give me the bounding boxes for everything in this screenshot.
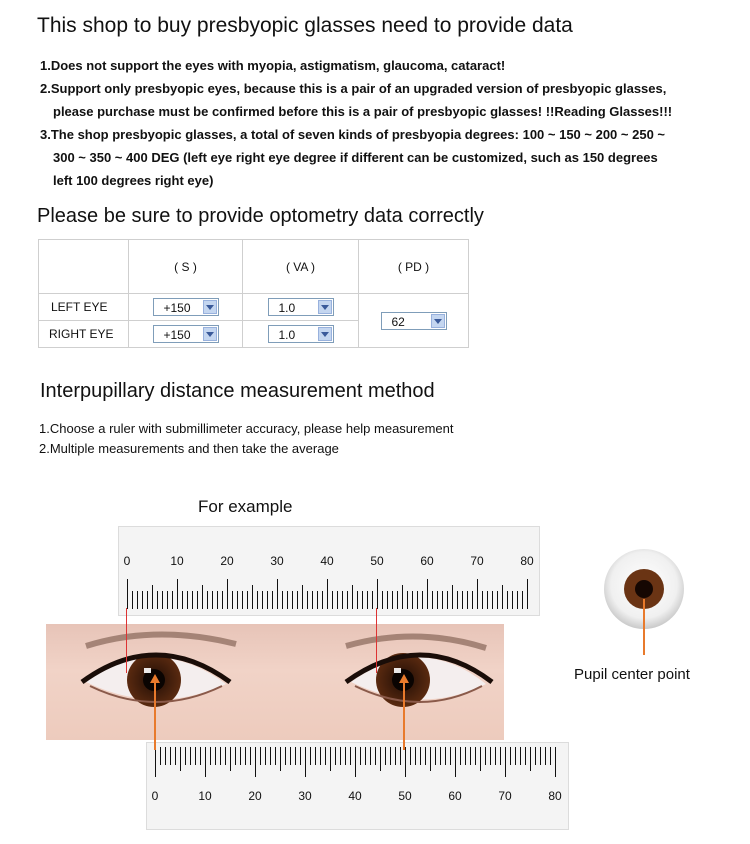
ruler-tick <box>410 747 411 765</box>
ruler-tick <box>320 747 321 765</box>
ruler-tick <box>172 591 173 609</box>
ruler-tick <box>330 747 331 771</box>
ruler-tick <box>515 747 516 765</box>
ruler-tick <box>372 591 373 609</box>
ruler-tick <box>367 591 368 609</box>
ruler-tick <box>302 585 303 609</box>
ruler-tick <box>465 747 466 765</box>
ruler-number: 80 <box>548 789 562 803</box>
ruler-number: 30 <box>298 789 312 803</box>
ruler-tick <box>177 579 178 609</box>
ruler-tick <box>510 747 511 765</box>
ruler-tick <box>205 747 206 777</box>
ruler-number: 60 <box>448 789 462 803</box>
ruler-tick <box>527 579 528 609</box>
ruler-tick <box>180 747 181 771</box>
ruler-tick <box>285 747 286 765</box>
ruler-tick <box>500 747 501 765</box>
optometry-table <box>38 239 469 348</box>
ruler-number: 70 <box>498 789 512 803</box>
ruler-tick <box>397 591 398 609</box>
right-s-select[interactable]: +150 <box>153 325 219 343</box>
ruler-tick <box>250 747 251 765</box>
ruler-number: 40 <box>348 789 362 803</box>
left-pupil-guide-line <box>126 608 127 673</box>
table-corner <box>39 240 129 294</box>
ruler-tick <box>530 747 531 771</box>
optometry-title: Please be sure to provide optometry data correctly <box>37 205 484 227</box>
ruler-number: 0 <box>151 789 159 803</box>
ruler-tick <box>390 747 391 765</box>
ruler-tick <box>322 591 323 609</box>
ruler-tick <box>485 747 486 765</box>
ruler-tick <box>402 585 403 609</box>
ruler-tick <box>512 591 513 609</box>
ruler-tick <box>207 591 208 609</box>
ruler-tick <box>307 591 308 609</box>
ruler-tick <box>175 747 176 765</box>
right-pupil-guide-line <box>376 608 377 673</box>
ruler-tick <box>212 591 213 609</box>
left-s-select[interactable]: +150 <box>153 298 219 316</box>
ruler-tick <box>255 747 256 777</box>
ruler-tick <box>525 747 526 765</box>
ruler-tick <box>272 591 273 609</box>
ruler-tick <box>305 747 306 777</box>
ruler-tick <box>190 747 191 765</box>
left-va-select[interactable]: 1.0 <box>268 298 334 316</box>
ruler-number: 20 <box>220 554 234 568</box>
ruler-tick <box>147 591 148 609</box>
ruler-number: 50 <box>398 789 412 803</box>
ruler-tick <box>425 747 426 765</box>
ruler-tick <box>160 747 161 765</box>
ruler-tick <box>132 591 133 609</box>
ruler-tick <box>232 591 233 609</box>
ruler-tick <box>240 747 241 765</box>
ruler-bottom <box>146 742 569 830</box>
ruler-tick <box>387 591 388 609</box>
ruler-tick <box>377 579 378 609</box>
example-label: For example <box>198 497 293 516</box>
ruler-tick <box>167 591 168 609</box>
ruler-tick <box>445 747 446 765</box>
ruler-tick <box>540 747 541 765</box>
ruler-tick <box>352 585 353 609</box>
page-headline: This shop to buy presbyopic glasses need to provide data <box>37 14 573 37</box>
col-header-pd: ( PD ) <box>359 240 469 294</box>
ruler-tick <box>470 747 471 765</box>
ruler-number: 0 <box>123 554 131 568</box>
ruler-tick <box>467 591 468 609</box>
ipd-step-1: 1.Choose a ruler with submillimeter accuracy, please help measurement <box>39 421 454 436</box>
ruler-tick <box>365 747 366 765</box>
ruler-tick <box>227 579 228 609</box>
ruler-tick <box>195 747 196 765</box>
ruler-tick <box>257 591 258 609</box>
col-header-va: ( VA ) <box>243 240 359 294</box>
rule-2: 2.Support only presbyopic eyes, because this is a pair of an upgraded version of presbyopic glasses, please purchase must be confirmed before this is a pair of presbyopic glasses! !!Reading Glasses!!! <box>40 81 673 119</box>
ruler-tick <box>420 747 421 765</box>
ruler-tick <box>312 591 313 609</box>
ruler-tick <box>375 747 376 765</box>
ruler-tick <box>432 591 433 609</box>
ruler-tick <box>277 579 278 609</box>
ruler-tick <box>440 747 441 765</box>
ruler-tick <box>300 747 301 765</box>
ruler-tick <box>415 747 416 765</box>
ruler-tick <box>422 591 423 609</box>
right-va-select[interactable]: 1.0 <box>268 325 334 343</box>
chevron-down-icon <box>318 300 332 314</box>
ruler-tick <box>127 579 128 609</box>
ruler-number: 60 <box>420 554 434 568</box>
ruler-tick <box>290 747 291 765</box>
ruler-tick <box>260 747 261 765</box>
ruler-tick <box>157 591 158 609</box>
ruler-tick <box>380 747 381 771</box>
ruler-tick <box>155 747 156 777</box>
eyes-photo <box>46 624 504 740</box>
chevron-down-icon <box>203 327 217 341</box>
ruler-tick <box>202 585 203 609</box>
ruler-tick <box>497 591 498 609</box>
ruler-number: 30 <box>270 554 284 568</box>
ruler-tick <box>487 591 488 609</box>
ruler-tick <box>235 747 236 765</box>
ruler-tick <box>507 591 508 609</box>
ruler-tick <box>430 747 431 771</box>
ruler-tick <box>395 747 396 765</box>
ipd-step-2: 2.Multiple measurements and then take the average <box>39 441 339 456</box>
ruler-tick <box>210 747 211 765</box>
rule-3: 3.The shop presbyopic glasses, a total of seven kinds of presbyopia degrees: 100 ~ 150 ~ 200 ~ 250 ~ 300 ~ 350 ~ 400 DEG (left eye right eye degree if different can be customized, such as 150 degrees left 100 degrees right eye) <box>40 127 665 188</box>
ruler-number: 40 <box>320 554 334 568</box>
ruler-tick <box>520 747 521 765</box>
ruler-tick <box>340 747 341 765</box>
ruler-tick <box>405 747 406 777</box>
ruler-tick <box>427 579 428 609</box>
ruler-tick <box>182 591 183 609</box>
ruler-tick <box>315 747 316 765</box>
ruler-tick <box>482 591 483 609</box>
ruler-tick <box>197 591 198 609</box>
ruler-tick <box>502 585 503 609</box>
ruler-tick <box>362 591 363 609</box>
ruler-tick <box>382 591 383 609</box>
ruler-number: 10 <box>170 554 184 568</box>
ruler-tick <box>550 747 551 765</box>
ruler-tick <box>170 747 171 765</box>
ruler-tick <box>142 591 143 609</box>
pupil-center-label: Pupil center point <box>574 666 690 683</box>
ruler-tick <box>457 591 458 609</box>
requirements-list <box>40 54 730 192</box>
ruler-tick <box>270 747 271 765</box>
ruler-tick <box>437 591 438 609</box>
ruler-tick <box>475 747 476 765</box>
ruler-tick <box>490 747 491 765</box>
ruler-tick <box>152 585 153 609</box>
ruler-tick <box>275 747 276 765</box>
ipd-steps <box>39 419 454 459</box>
ruler-tick <box>407 591 408 609</box>
ruler-tick <box>435 747 436 765</box>
ruler-number: 80 <box>520 554 534 568</box>
ruler-tick <box>472 591 473 609</box>
ruler-tick <box>555 747 556 777</box>
chevron-down-icon <box>203 300 217 314</box>
ruler-tick <box>245 747 246 765</box>
ruler-tick <box>287 591 288 609</box>
ruler-tick <box>265 747 266 765</box>
ruler-tick <box>225 747 226 765</box>
ruler-tick <box>392 591 393 609</box>
ruler-tick <box>327 579 328 609</box>
ruler-tick <box>252 585 253 609</box>
ruler-tick <box>522 591 523 609</box>
ruler-tick <box>400 747 401 765</box>
ruler-tick <box>335 747 336 765</box>
ruler-tick <box>455 747 456 777</box>
ruler-tick <box>222 591 223 609</box>
right-eye-label: RIGHT EYE <box>39 321 129 348</box>
ruler-tick <box>267 591 268 609</box>
chevron-down-icon <box>431 314 445 328</box>
col-header-s: ( S ) <box>129 240 243 294</box>
ruler-tick <box>492 591 493 609</box>
ruler-tick <box>262 591 263 609</box>
ruler-tick <box>347 591 348 609</box>
ruler-tick <box>517 591 518 609</box>
ruler-tick <box>357 591 358 609</box>
right-pupil-arrow-line <box>403 682 405 750</box>
ruler-tick <box>370 747 371 765</box>
left-eye-label: LEFT EYE <box>39 294 129 321</box>
left-pupil-arrow-line <box>154 682 156 750</box>
rule-1: 1.Does not support the eyes with myopia, astigmatism, glaucoma, cataract! <box>40 58 506 73</box>
ruler-tick <box>355 747 356 777</box>
ipd-title: Interpupillary distance measurement method <box>40 380 435 402</box>
ruler-tick <box>292 591 293 609</box>
ruler-tick <box>337 591 338 609</box>
ruler-tick <box>460 747 461 765</box>
ruler-number: 70 <box>470 554 484 568</box>
ruler-tick <box>342 591 343 609</box>
ruler-tick <box>447 591 448 609</box>
ruler-tick <box>165 747 166 765</box>
ruler-tick <box>242 591 243 609</box>
chevron-down-icon <box>318 327 332 341</box>
ruler-tick <box>452 585 453 609</box>
ruler-tick <box>450 747 451 765</box>
ruler-tick <box>535 747 536 765</box>
ruler-number: 50 <box>370 554 384 568</box>
left-pupil-arrow-icon <box>150 674 160 683</box>
ruler-tick <box>332 591 333 609</box>
ruler-tick <box>200 747 201 765</box>
right-pupil-arrow-icon <box>399 674 409 683</box>
ruler-number: 20 <box>248 789 262 803</box>
ruler-tick <box>282 591 283 609</box>
ruler-tick <box>360 747 361 765</box>
ruler-tick <box>505 747 506 777</box>
ruler-tick <box>137 591 138 609</box>
eyes-illustration <box>46 624 504 740</box>
ruler-tick <box>462 591 463 609</box>
ruler-tick <box>545 747 546 765</box>
ruler-tick <box>295 747 296 765</box>
ruler-tick <box>187 591 188 609</box>
ruler-tick <box>247 591 248 609</box>
ruler-tick <box>310 747 311 765</box>
ruler-tick <box>220 747 221 765</box>
ruler-tick <box>317 591 318 609</box>
pupil-center-illustration <box>600 549 688 659</box>
ruler-tick <box>385 747 386 765</box>
ruler-tick <box>215 747 216 765</box>
ruler-top <box>118 526 540 616</box>
ruler-tick <box>495 747 496 765</box>
ruler-number: 10 <box>198 789 212 803</box>
ruler-tick <box>412 591 413 609</box>
ruler-tick <box>280 747 281 771</box>
ruler-tick <box>417 591 418 609</box>
ruler-tick <box>237 591 238 609</box>
ruler-tick <box>192 591 193 609</box>
ruler-tick <box>162 591 163 609</box>
ruler-tick <box>480 747 481 771</box>
ruler-tick <box>477 579 478 609</box>
ruler-tick <box>350 747 351 765</box>
ruler-tick <box>185 747 186 765</box>
ruler-tick <box>297 591 298 609</box>
ruler-tick <box>345 747 346 765</box>
ruler-tick <box>230 747 231 771</box>
ruler-tick <box>217 591 218 609</box>
ruler-tick <box>442 591 443 609</box>
pd-select[interactable]: 62 <box>381 312 447 330</box>
ruler-tick <box>325 747 326 765</box>
